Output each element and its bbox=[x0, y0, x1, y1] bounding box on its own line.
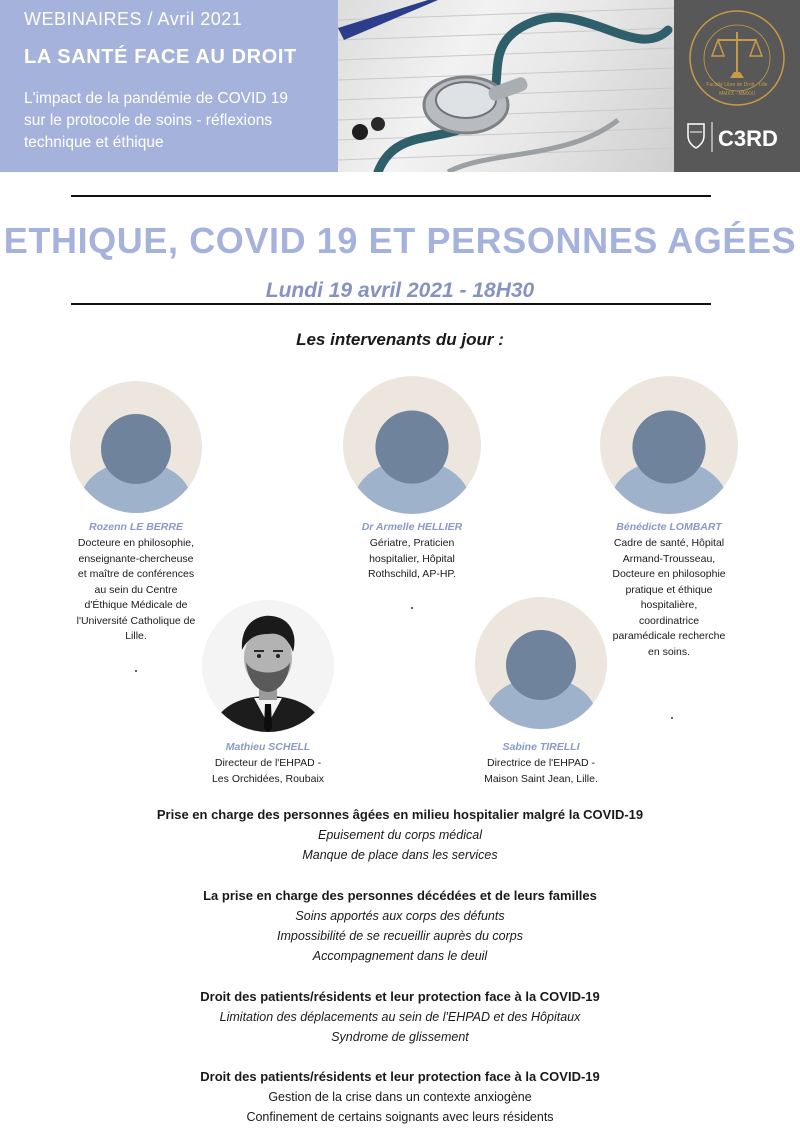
topic-item: Accompagnement dans le deuil bbox=[312, 949, 488, 963]
header-kicker: WEBINAIRES / Avril 2021 bbox=[24, 9, 243, 29]
speaker-bio: Directeur de l'EHPAD - Les Orchidées, Roubaix bbox=[211, 757, 325, 785]
top-divider bbox=[71, 195, 711, 197]
speaker-name: Dr Armelle HELLIER bbox=[361, 521, 463, 533]
topic-item: Gestion de la crise dans un contexte anxiogène bbox=[268, 1090, 532, 1104]
topic-block bbox=[0, 886, 800, 966]
speaker-name: Sabine TIRELLI bbox=[502, 741, 580, 753]
svg-text:Faculté Libre de Droit - Lille: Faculté Libre de Droit - Lille bbox=[706, 82, 768, 88]
topic-item: Epuisement du corps médical bbox=[318, 828, 482, 842]
stethoscope-illustration bbox=[338, 0, 674, 172]
header-subtitle: L'impact de la pandémie de COVID 19 sur le protocole de soins - réflexions technique et éthique bbox=[24, 90, 289, 151]
topic-item: Manque de place dans les services bbox=[302, 848, 498, 862]
topic-heading: Prise en charge des personnes âgées en milieu hospitalier malgré la COVID-19 bbox=[156, 807, 644, 822]
topic-heading: La prise en charge des personnes décédées et de leurs familles bbox=[203, 888, 597, 903]
stethoscope-photo bbox=[338, 0, 674, 172]
svg-text:MMXX - MMXXI: MMXX - MMXXI bbox=[719, 91, 755, 97]
topic-item: Impossibilité de se recueillir auprès du corps bbox=[277, 929, 523, 943]
speakers-heading: Les intervenants du jour : bbox=[296, 330, 504, 349]
faculty-shield-icon bbox=[688, 124, 704, 148]
topic-item: Syndrome de glissement bbox=[331, 1030, 469, 1044]
page-title: ETHIQUE, COVID 19 ET PERSONNES AGÉES bbox=[3, 220, 797, 261]
speaker-bio: Directrice de l'EHPAD - Maison Saint Jean, Lille. bbox=[484, 757, 598, 785]
c3rd-logo: C3RD bbox=[718, 126, 778, 151]
header-text-panel bbox=[0, 0, 338, 172]
topic-heading: Droit des patients/résidents et leur protection face à la COVID-19 bbox=[200, 1069, 600, 1084]
header-banner bbox=[0, 0, 800, 172]
association-seal bbox=[690, 11, 784, 105]
speaker-avatar-placeholder bbox=[343, 376, 481, 514]
topic-block bbox=[0, 1067, 800, 1127]
speaker-bio: Docteure en philosophie, enseignante-chercheuse et maître de conférences au sein du Centre d'Éthique Médicale de l'Université Catholique de Lille. bbox=[76, 537, 196, 642]
topic-heading: Droit des patients/résidents et leur protection face à la COVID-19 bbox=[200, 989, 600, 1004]
topic-block bbox=[0, 987, 800, 1047]
series-title: LA SANTÉ FACE AU DROIT bbox=[24, 46, 297, 68]
speaker-bio: Cadre de santé, Hôpital Armand-Trousseau, Docteure en philosophie pratique et éthique hospitalière, coordinatrice paramédicale recherche en soins. bbox=[612, 537, 726, 658]
topic-item: Limitation des déplacements au sein de l'EHPAD et des Hôpitaux bbox=[219, 1010, 581, 1024]
speaker-name: Mathieu SCHELL bbox=[225, 741, 311, 753]
speaker-photo bbox=[202, 600, 334, 732]
speaker-name: Rozenn LE BERRE bbox=[89, 521, 183, 533]
speaker-avatar-placeholder bbox=[600, 376, 738, 514]
topic-block bbox=[0, 805, 800, 865]
decorative-dot bbox=[135, 670, 137, 672]
topic-item: Confinement de certains soignants avec leurs résidents bbox=[246, 1110, 554, 1124]
speaker-name: Bénédicte LOMBART bbox=[616, 521, 722, 533]
association-panel bbox=[674, 0, 800, 172]
bottom-divider bbox=[71, 303, 711, 305]
topic-item: Soins apportés aux corps des défunts bbox=[295, 909, 505, 923]
decorative-dot bbox=[411, 607, 413, 609]
speaker-avatar-placeholder bbox=[70, 381, 202, 513]
speaker-bio: Gériatre, Praticien hospitalier, Hôpital Rothschild, AP-HP. bbox=[368, 537, 456, 580]
decorative-dot bbox=[671, 717, 673, 719]
association-logos bbox=[674, 0, 800, 172]
speaker-avatar-placeholder bbox=[475, 597, 607, 729]
event-date: Lundi 19 avril 2021 - 18H30 bbox=[265, 279, 535, 302]
